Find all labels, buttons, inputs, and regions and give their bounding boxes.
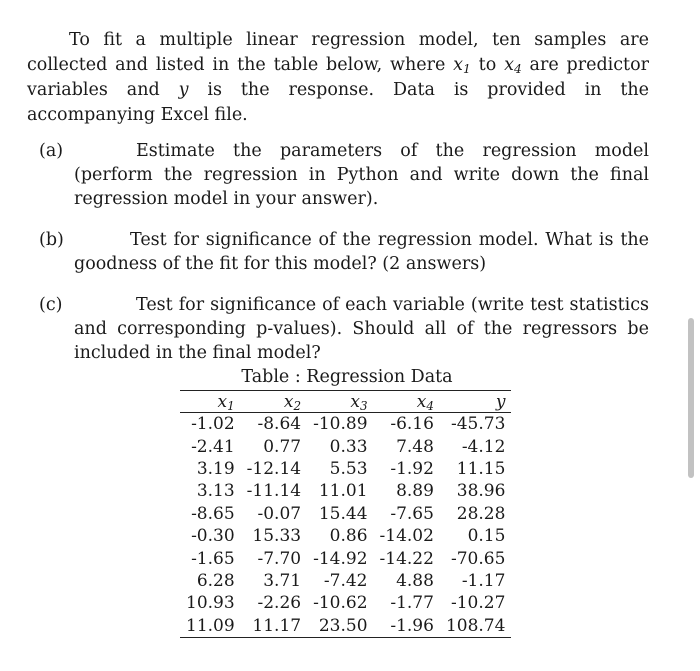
table-row	[180, 592, 511, 614]
table-cell: -7.65	[390, 503, 434, 524]
part-label: (b)	[39, 230, 64, 250]
table-row	[180, 503, 511, 525]
table-cell: -14.92	[313, 548, 368, 569]
table-cell: 108.74	[445, 615, 506, 636]
table-cell: -10.27	[451, 593, 506, 614]
part-text: Estimate the parameters of the regression model (perform the regression in Python and write down the final regression model in your answer).	[74, 141, 649, 209]
question-part-a	[27, 139, 649, 211]
part-label: (c)	[39, 295, 63, 315]
var-x1: $x_1$	[453, 55, 471, 77]
table-cell: 0.33	[329, 436, 368, 457]
table-cell: 0.15	[467, 526, 506, 547]
part-label: (a)	[39, 141, 64, 161]
table-cell: 6.28	[196, 570, 235, 591]
table-cell: -4.12	[461, 436, 506, 457]
table-cell: -2.41	[191, 436, 235, 457]
table-cell: -2.26	[257, 593, 302, 614]
column-header: $x_3$	[307, 391, 373, 413]
var-x4: $x_4$	[504, 55, 522, 77]
intro-text-end: is the response. Data is provided in the accompanying Excel file.	[27, 80, 650, 125]
table-cell: -14.22	[379, 548, 434, 569]
var-y: y	[178, 80, 189, 100]
intro-text-middle: are predictor variables and	[27, 55, 649, 100]
table-cell: 38.96	[456, 481, 506, 502]
table-cell: 11.01	[318, 481, 368, 502]
table-row	[180, 480, 511, 502]
part-text: Test for significance of the regression model. What is the goodness of the fit for this model? (2 answers)	[74, 230, 649, 274]
part-text: Test for significance of each variable (write test statistics and corresponding p-values). Should all of the regressors be included in the final model?	[74, 295, 649, 363]
column-header: $x_2$	[241, 391, 307, 413]
table-cell: 8.89	[396, 481, 434, 502]
table-cell: -7.42	[323, 570, 368, 591]
table-cell: 3.13	[196, 481, 235, 502]
table-cell: 11.17	[252, 615, 302, 636]
table-cell: -1.77	[390, 593, 434, 614]
table-body	[180, 413, 511, 638]
table-cell: -1.92	[390, 458, 434, 479]
table-cell: 11.09	[186, 615, 235, 636]
table-cell: -14.02	[379, 526, 434, 547]
table-row	[180, 615, 511, 638]
intro-paragraph	[27, 28, 649, 128]
table-cell: 0.77	[263, 436, 302, 457]
table-cell: 23.50	[318, 615, 368, 636]
table-cell: -0.07	[257, 503, 302, 524]
table-cell: 15.33	[252, 526, 302, 547]
table-cell: 5.53	[329, 458, 368, 479]
table-cell: -12.14	[246, 458, 302, 479]
table-row	[180, 525, 511, 547]
table-cell: -6.16	[390, 414, 434, 435]
table-cell: 3.19	[196, 458, 235, 479]
column-header: y	[440, 391, 511, 413]
table-row	[180, 458, 511, 480]
regression-data-table	[180, 390, 511, 638]
column-header: $x_4$	[374, 391, 440, 413]
vertical-scrollbar[interactable]	[688, 318, 694, 478]
table-cell: 7.48	[396, 436, 434, 457]
column-header: $x_1$	[180, 391, 241, 413]
table-cell: -45.73	[451, 414, 506, 435]
table-cell: -11.14	[246, 481, 302, 502]
table-row	[180, 413, 511, 436]
question-document	[27, 28, 649, 365]
table-cell: -0.30	[191, 526, 235, 547]
table-row	[180, 547, 511, 569]
intro-text-start: To fit a multiple linear regression model, ten samples are collected and listed in the table below, where	[27, 30, 649, 75]
table-row	[180, 570, 511, 592]
table-cell: -8.64	[257, 414, 302, 435]
table-cell: -1.96	[390, 615, 434, 636]
table-cell: 3.71	[263, 570, 302, 591]
table-row	[180, 435, 511, 457]
regression-table-block	[180, 366, 510, 638]
table-cell: 11.15	[456, 458, 506, 479]
table-cell: -1.65	[191, 548, 235, 569]
table-cell: 15.44	[318, 503, 368, 524]
table-cell: -7.70	[257, 548, 302, 569]
table-cell: -1.02	[191, 414, 235, 435]
table-cell: -10.89	[313, 414, 368, 435]
table-caption: Table : Regression Data	[241, 367, 453, 387]
table-cell: -8.65	[191, 503, 235, 524]
table-cell: 28.28	[456, 503, 506, 524]
table-header-row	[180, 391, 511, 413]
question-part-c	[27, 293, 649, 365]
table-cell: 10.93	[186, 593, 235, 614]
table-cell: -1.17	[461, 570, 506, 591]
table-cell: 0.86	[329, 526, 368, 547]
table-cell: 4.88	[396, 570, 434, 591]
table-cell: -10.62	[313, 593, 368, 614]
intro-text-to: to	[470, 55, 505, 75]
table-cell: -70.65	[451, 548, 506, 569]
question-part-b	[27, 228, 649, 276]
